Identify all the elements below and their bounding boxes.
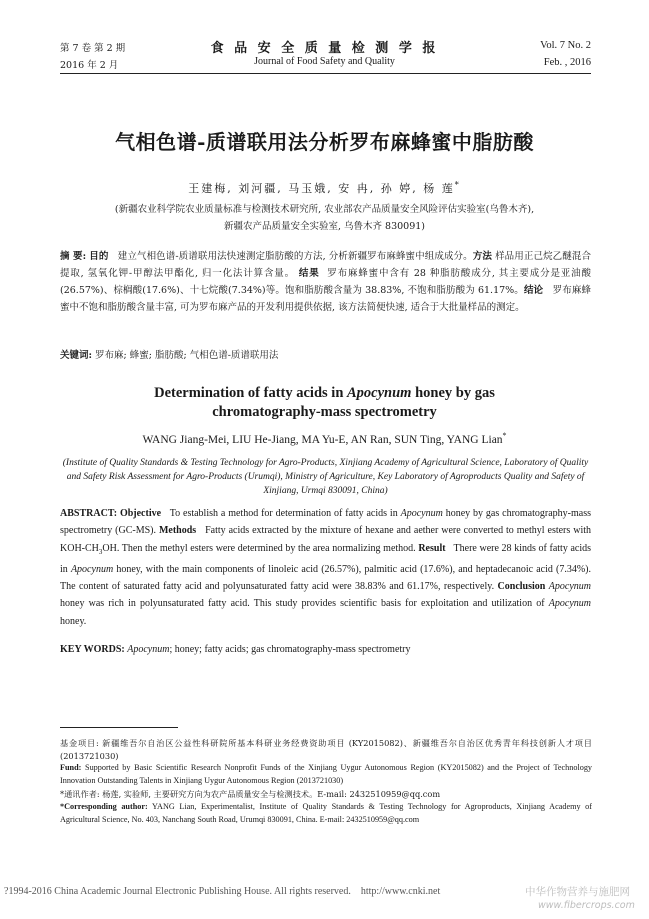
footnote-fund-en: Fund: Supported by Basic Scientific Research Nonprofit Funds of the Xinjiang Uygur Autonomous Region (KY2015082) and the Project of Technology Innovation Outstanding Talents in Xinjiang Uygur Autonomous Region (2013721030) — [60, 763, 593, 785]
journal-title-cn: 食 品 安 全 质 量 检 测 学 报 — [210, 41, 439, 56]
abstract-cn: 摘 要: 目的 建立气相色谱-质谱联用法快速测定脂肪酸的方法, 分析新疆罗布麻蜂蜜中组成成分。方法 样品用正己烷乙醚混合提取, 氢氧化钾-甲醇法甲酯化, 归一化法计算含量。 结果 罗布麻蜂蜜中含有 28 种脂肪酸成分, 其主要成分是亚油酸(26.57%)、棕榈酸(17.6%)、十七烷酸(7.34%)等。饱和脂肪酸含量为 38.83%, 不饱和脂肪酸为 61.17%。结论 罗布麻蜂蜜中不饱和脂肪酸含量丰富, 可为罗布麻产品的开发利用提供依据, 该方法简便快速, 适合于大批量样品的测定。 — [60, 251, 591, 313]
authors-en: WANG Jiang-Mei, LIU He-Jiang, MA Yu-E, AN Ran, SUN Ting, YANG Lian* — [142, 431, 507, 446]
header-volume-en: Vol. 7 No. 2 — [540, 40, 591, 51]
footnote-corresponding-cn: *通讯作者: 杨莲, 实验师, 主要研究方向为农产品质量安全与检测技术。E-mail: 2432510959@qq.com — [60, 789, 441, 799]
keywords-cn: 关键词: 罗布麻; 蜂蜜; 脂肪酸; 气相色谱-质谱联用法 — [60, 350, 279, 361]
keywords-en: KEY WORDS: Apocynum; honey; fatty acids; gas chromatography-mass spectrometry — [60, 644, 411, 655]
affiliation-cn: (新疆农业科学院农业质量标准与检测技术研究所, 农业部农产品质量安全风险评估实验室(乌鲁木齐), 新疆农产品质量安全实验室, 乌鲁木齐 830091) — [114, 204, 535, 232]
paper-title-en: Determination of fatty acids in Apocynum honey by gas chromatography-mass spectrometry — [154, 385, 495, 420]
header-volume-cn: 第 7 卷 第 2 期 — [60, 43, 126, 54]
footnote-fund-cn: 基金项目: 新疆维吾尔自治区公益性科研院所基本科研业务经费资助项目 (KY2015082)、新疆维吾尔自治区优秀青年科技创新人才项目 (2013721030) — [60, 738, 592, 761]
header-rule — [60, 73, 591, 74]
header-date-en: Feb. , 2016 — [543, 57, 591, 68]
footnote-rule — [60, 727, 178, 728]
authors-cn: 王建梅, 刘河疆, 马玉娥, 安 冉, 孙 婷, 杨 莲* — [188, 180, 461, 195]
abstract-en: ABSTRACT: Objective To establish a method for determination of fatty acids in Apocynum honey by gas chromatography-mass spectrometry (GC-MS). Methods Fatty acids extracted by the mixture of hexane and aether were converted to methyl esters with KOH-$CH_3OH$. Then the methyl esters were determined by the area normalizing method. Result There were 28 kinds of fatty acids in Apocynum honey, with the main components of linoleic acid (26.57%), palmitic acid (17.6%), and heptadecanoic acid (7.34%). The content of saturated fatty acid and polyunsaturated fatty acid were 38.83% and 61.17%, respectively. Conclusion Apocynum honey was rich in polyunsaturated fatty acid. This study provides scientific basis for exploitation and utilization of Apocynum honey. — [60, 508, 592, 627]
affiliation-en: (Institute of Quality Standards & Testing Technology for Agro-Products, Xinjiang Academy of Agricultural Science, Laboratory of Quality and Safety Risk Assessment for Agro-Products (Urumqi), Ministry of Agriculture, Key Laboratory of Agroproducts Quality and Safety of Xinjiang, Urmqi 830091, China) — [62, 458, 589, 496]
header-date-cn: 2016 年 2 月 — [60, 60, 119, 71]
footnote-corresponding-en: *Corresponding author: YANG Lian, Experimentalist, Institute of Quality Standards & Testing Technology for Agroproducts, Xinjiang Academy of Agricultural Science, No. 403, Nanchang South Road, Urumqi 830091, China. E-mail: 2432510959@qq.com — [60, 802, 592, 824]
copyright-line: ?1994-2016 China Academic Journal Electronic Publishing House. All rights reserved. http://www.cnki.net — [4, 886, 441, 897]
journal-title-en: Journal of Food Safety and Quality — [254, 56, 395, 67]
paper-title-cn: 气相色谱-质谱联用法分析罗布麻蜂蜜中脂肪酸 — [115, 130, 534, 154]
watermark-cn: 中华作物营养与施肥网 — [525, 886, 630, 898]
watermark-url: www.fibercrops.com — [538, 900, 635, 911]
